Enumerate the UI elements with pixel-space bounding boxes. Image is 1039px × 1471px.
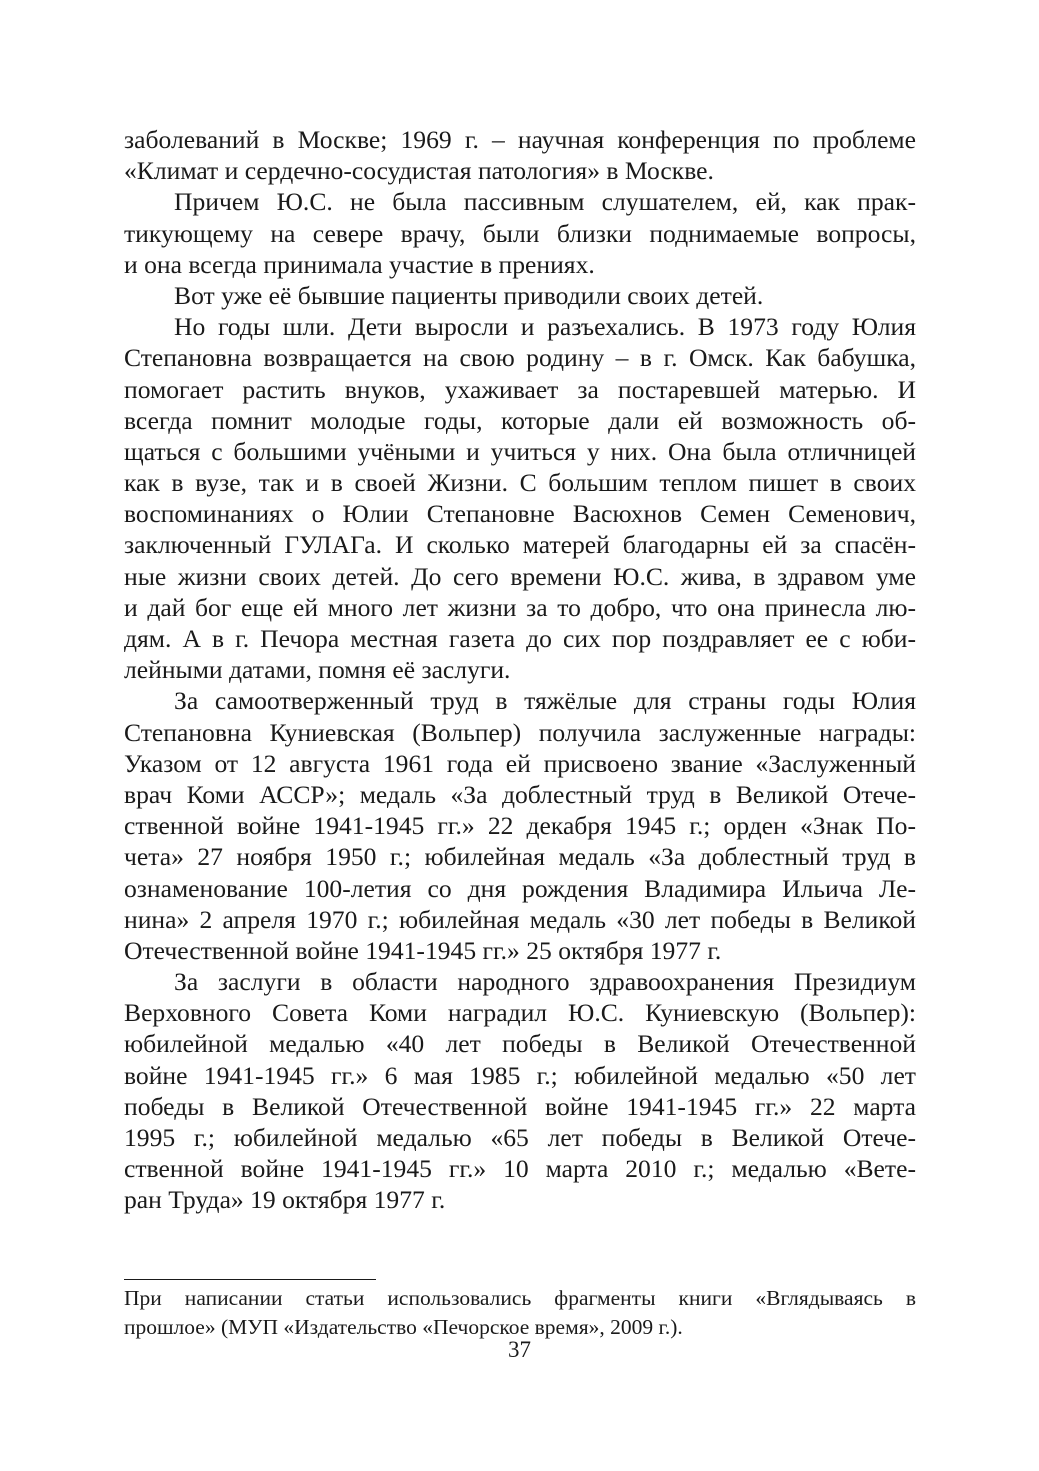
text-line: чета» 27 ноября 1950 г.; юбилейная медаль «За доблестный труд в [124, 842, 916, 872]
text-line: и она всегда принимала участие в прениях. [124, 249, 595, 279]
text-line: заболеваний в Москве; 1969 г. – научная конференция по проблеме [124, 125, 916, 154]
page-number: 37 [508, 1337, 531, 1362]
text-line: дям. А в г. Печора местная газета до сих пор поздравляет ее с юби- [124, 624, 916, 653]
paragraph [124, 685, 916, 966]
text-line: «Климат и сердечно-сосудистая патология» в Москве. [124, 156, 714, 186]
footnote-line: прошлое» (МУП «Издательство «Печорское время», 2009 г.). [124, 1314, 683, 1339]
text-line: ран Труда» 19 октября 1977 г. [124, 1185, 446, 1215]
text-line: Указом от 12 августа 1961 года ей присвоено звание «Заслуженный [124, 748, 916, 778]
text-line: воспоминаниях о Юлии Степановне Васюхнов Семен Семенович, [124, 499, 916, 529]
paragraph [124, 280, 916, 311]
text-line: За самоотверженный труд в тяжёлые для страны годы Юлия [174, 686, 916, 716]
text-line: заключенный ГУЛАГа. И сколько матерей благодарны ей за спасён- [124, 530, 916, 560]
text-line: как в вузе, так и в своей Жизни. С большим теплом пишет в своих [124, 468, 916, 498]
body-text [124, 124, 916, 1216]
text-line: Верховного Совета Коми наградил Ю.С. Куниевскую (Вольпер): [124, 998, 916, 1028]
text-line: 1995 г.; юбилейной медалью «65 лет победы в Великой Отече- [124, 1123, 916, 1152]
text-line: нина» 2 апреля 1970 г.; юбилейная медаль «30 лет победы в Великой [124, 904, 916, 934]
text-line: победы в Великой Отечественной войне 1941-1945 гг.» 22 марта [124, 1091, 916, 1121]
text-line: Вот уже её бывшие пациенты приводили своих детей. [174, 280, 764, 310]
text-line: юбилейной медалью «40 лет победы в Великой Отечественной [124, 1029, 916, 1059]
paragraph [124, 966, 916, 1216]
text-line: Степановна возвращается на свою родину – в г. Омск. Как бабушка, [124, 343, 916, 373]
text-line: тикующему на севере врачу, были близки поднимаемые вопросы, [124, 218, 916, 248]
text-line: ные жизни своих детей. До сего времени Ю.С. жива, в здравом уме [124, 561, 916, 591]
text-line: лейными датами, помня её заслуги. [124, 655, 511, 685]
text-line: Отечественной войне 1941-1945 гг.» 25 октября 1977 г. [124, 935, 722, 965]
text-line: щаться с большими учёными и учиться у них. Она была отличницей [124, 436, 916, 466]
text-line: Степановна Куниевская (Вольпер) получила заслуженные награды: [124, 717, 916, 747]
paragraph [124, 124, 916, 186]
text-line: ственной войне 1941-1945 гг.» 10 марта 2010 г.; медалью «Вете- [124, 1154, 916, 1184]
paragraph [124, 186, 916, 280]
paragraph [124, 311, 916, 685]
text-line: Причем Ю.С. не была пассивным слушателем, ей, как прак- [174, 187, 916, 217]
text-line: врач Коми АССР»; медаль «За доблестный труд в Великой Отече- [124, 779, 916, 809]
footnote [124, 1284, 916, 1341]
text-line: войне 1941-1945 гг.» 6 мая 1985 г.; юбилейной медалью «50 лет [124, 1060, 916, 1090]
text-line: и дай бог еще ей много лет жизни за то добро, что она принесла лю- [124, 592, 916, 622]
text-line: За заслуги в области народного здравоохранения Президиум [174, 967, 916, 997]
text-line: ственной войне 1941-1945 гг.» 22 декабря 1945 г.; орден «Знак По- [124, 811, 916, 841]
text-line: помогает растить внуков, ухаживает за постаревшей матерью. И [124, 374, 916, 404]
text-line: ознаменование 100-летия со дня рождения Владимира Ильича Ле- [124, 873, 916, 903]
footnote-separator [124, 1279, 376, 1280]
text-line: всегда помнит молодые годы, которые дали ей возможность об- [124, 405, 916, 435]
footnote-line: При написании статьи использовались фрагменты книги «Вглядываясь в [124, 1286, 916, 1310]
text-line: Но годы шли. Дети выросли и разъехались. В 1973 году Юлия [174, 312, 916, 342]
